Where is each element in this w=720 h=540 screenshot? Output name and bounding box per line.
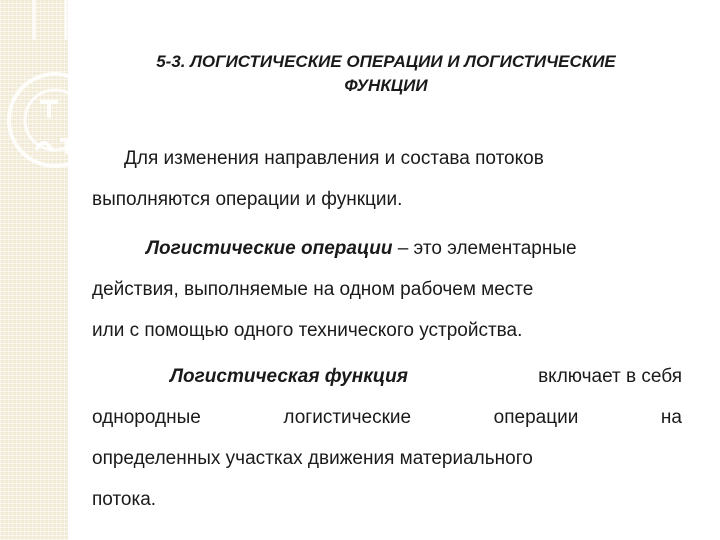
paragraph-line xyxy=(92,356,682,397)
paragraph-text: действия, выполняемые на одном рабочем месте xyxy=(92,279,534,300)
slide-title-line-2: ФУНКЦИИ xyxy=(344,76,428,95)
paragraph-text: определенных участках движения материального xyxy=(92,448,533,469)
slide-title xyxy=(76,50,696,98)
paragraph-operations xyxy=(92,228,682,351)
paragraph-line xyxy=(92,179,682,220)
paragraph-text: Для изменения направления и состава потоков xyxy=(124,148,544,169)
paragraph-text: выполняются операции и функции. xyxy=(92,189,403,210)
paragraph-line xyxy=(92,397,682,438)
paragraph-word: операции xyxy=(493,407,579,428)
paragraph-line xyxy=(92,479,682,520)
paragraph-text: или с помощью одного технического устройства. xyxy=(92,320,523,341)
paragraph-line xyxy=(92,228,682,269)
paragraph-word: логистические xyxy=(283,407,412,428)
slide-title-line-1: 5-3. ЛОГИСТИЧЕСКИЕ ОПЕРАЦИИ И ЛОГИСТИЧЕСКИЕ xyxy=(156,52,616,71)
paragraph-text: потока. xyxy=(92,489,157,510)
paragraph-line xyxy=(92,310,682,351)
paragraph-line xyxy=(92,138,682,179)
paragraph-text: включает в себя xyxy=(532,366,682,387)
paragraph-word: однородные xyxy=(92,407,201,428)
paragraph-line xyxy=(92,269,682,310)
term-logistic-function: Логистическая функция xyxy=(170,366,408,387)
paragraph-line xyxy=(92,438,682,479)
paragraph-intro xyxy=(92,138,682,220)
term-logistic-operations: Логистические операции xyxy=(146,238,393,259)
paragraph-function xyxy=(92,356,682,520)
paragraph-word: на xyxy=(660,407,682,428)
paragraph-text: – это элементарные xyxy=(392,238,577,259)
